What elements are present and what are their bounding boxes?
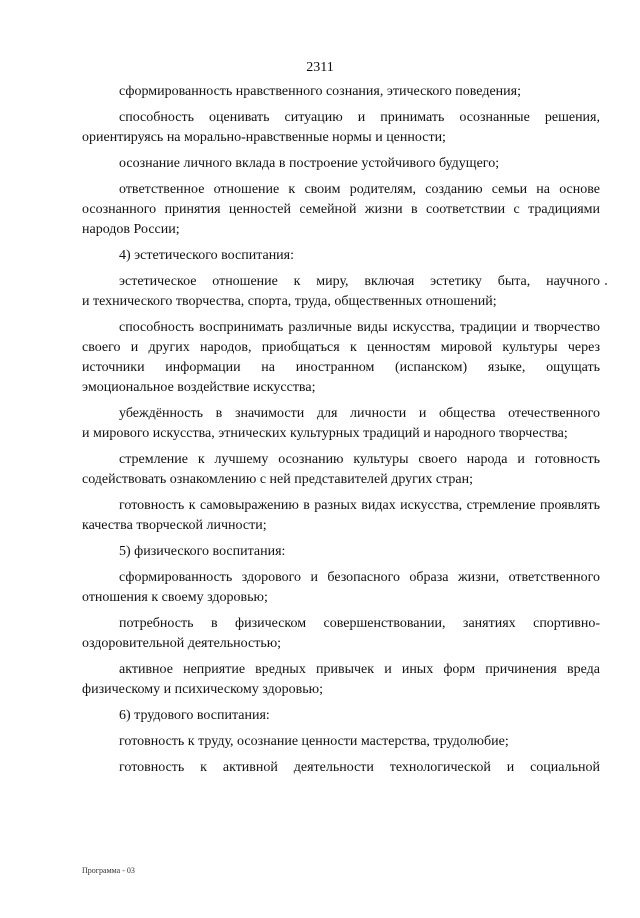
paragraph — [82, 758, 600, 778]
paragraph-line: ответственное отношение к своим родителям, созданию семьи на основе — [119, 182, 600, 197]
paragraph — [82, 108, 600, 148]
paragraph-line: осознанного принятия ценностей семейной жизни в соответствии с традициями — [82, 202, 600, 217]
paragraph — [82, 568, 600, 608]
paragraph — [82, 614, 600, 654]
paragraph-line: и технического творчества, спорта, труда, общественных отношений; — [82, 294, 497, 309]
paragraph — [82, 404, 600, 444]
document-body — [82, 82, 600, 784]
footer-text: Программа - 03 — [82, 866, 135, 875]
paragraph — [82, 180, 600, 240]
paragraph-line: активное неприятие вредных привычек и иных форм причинения вреда — [119, 662, 600, 677]
paragraph-line: качества творческой личности; — [82, 518, 267, 533]
paragraph-line: оздоровительной деятельностью; — [82, 636, 282, 651]
paragraph-line: убеждённость в значимости для личности и общества отечественного — [119, 406, 600, 421]
page-number: 2311 — [306, 60, 334, 75]
paragraph-line: 4) эстетического воспитания: — [119, 248, 295, 263]
paragraph-line: потребность в физическом совершенствовании, занятиях спортивно- — [119, 616, 600, 631]
scan-speck — [605, 283, 607, 285]
paragraph-line: содействовать ознакомлению с ней представителей других стран; — [82, 472, 474, 487]
paragraph-line: отношения к своему здоровью; — [82, 590, 268, 605]
paragraph-line: эмоциональное воздействие искусства; — [82, 380, 316, 395]
paragraph — [82, 272, 600, 312]
paragraph-line: 6) трудового воспитания: — [119, 708, 270, 723]
paragraph — [82, 318, 600, 398]
paragraph — [82, 542, 600, 562]
paragraph — [82, 732, 600, 752]
paragraph-line: способность оценивать ситуацию и принимать осознанные решения, — [119, 110, 600, 125]
paragraph-line: ориентируясь на морально-нравственные нормы и ценности; — [82, 130, 446, 145]
paragraph — [82, 660, 600, 700]
paragraph-line: своего и других народов, приобщаться к ценностям мировой культуры через — [82, 340, 600, 355]
paragraph — [82, 450, 600, 490]
paragraph — [82, 154, 600, 174]
paragraph-line: физическому и психическому здоровью; — [82, 682, 324, 697]
paragraph-line: и мирового искусства, этнических культурных традиций и народного творчества; — [82, 426, 568, 441]
paragraph-line: 5) физического воспитания: — [119, 544, 286, 559]
paragraph-line: народов России; — [82, 222, 180, 237]
paragraph-line: способность воспринимать различные виды искусства, традиции и творчество — [119, 320, 600, 335]
paragraph-line: готовность к труду, осознание ценности мастерства, трудолюбие; — [119, 734, 509, 749]
paragraph-line: готовность к самовыражению в разных видах искусства, стремление проявлять — [119, 498, 600, 513]
paragraph-line: сформированность нравственного сознания, этического поведения; — [119, 84, 521, 99]
paragraph-line: готовность к активной деятельности технологической и социальной — [119, 760, 600, 775]
paragraph-line: эстетическое отношение к миру, включая эстетику быта, научного — [119, 274, 600, 289]
paragraph-line: источники информации на иностранном (испанском) языке, ощущать — [82, 360, 600, 375]
paragraph-line: стремление к лучшему осознанию культуры своего народа и готовность — [119, 452, 600, 467]
paragraph-line: сформированность здорового и безопасного образа жизни, ответственного — [119, 570, 600, 585]
paragraph — [82, 246, 600, 266]
paragraph — [82, 706, 600, 726]
paragraph — [82, 496, 600, 536]
paragraph — [82, 82, 600, 102]
paragraph-line: осознание личного вклада в построение устойчивого будущего; — [119, 156, 500, 171]
